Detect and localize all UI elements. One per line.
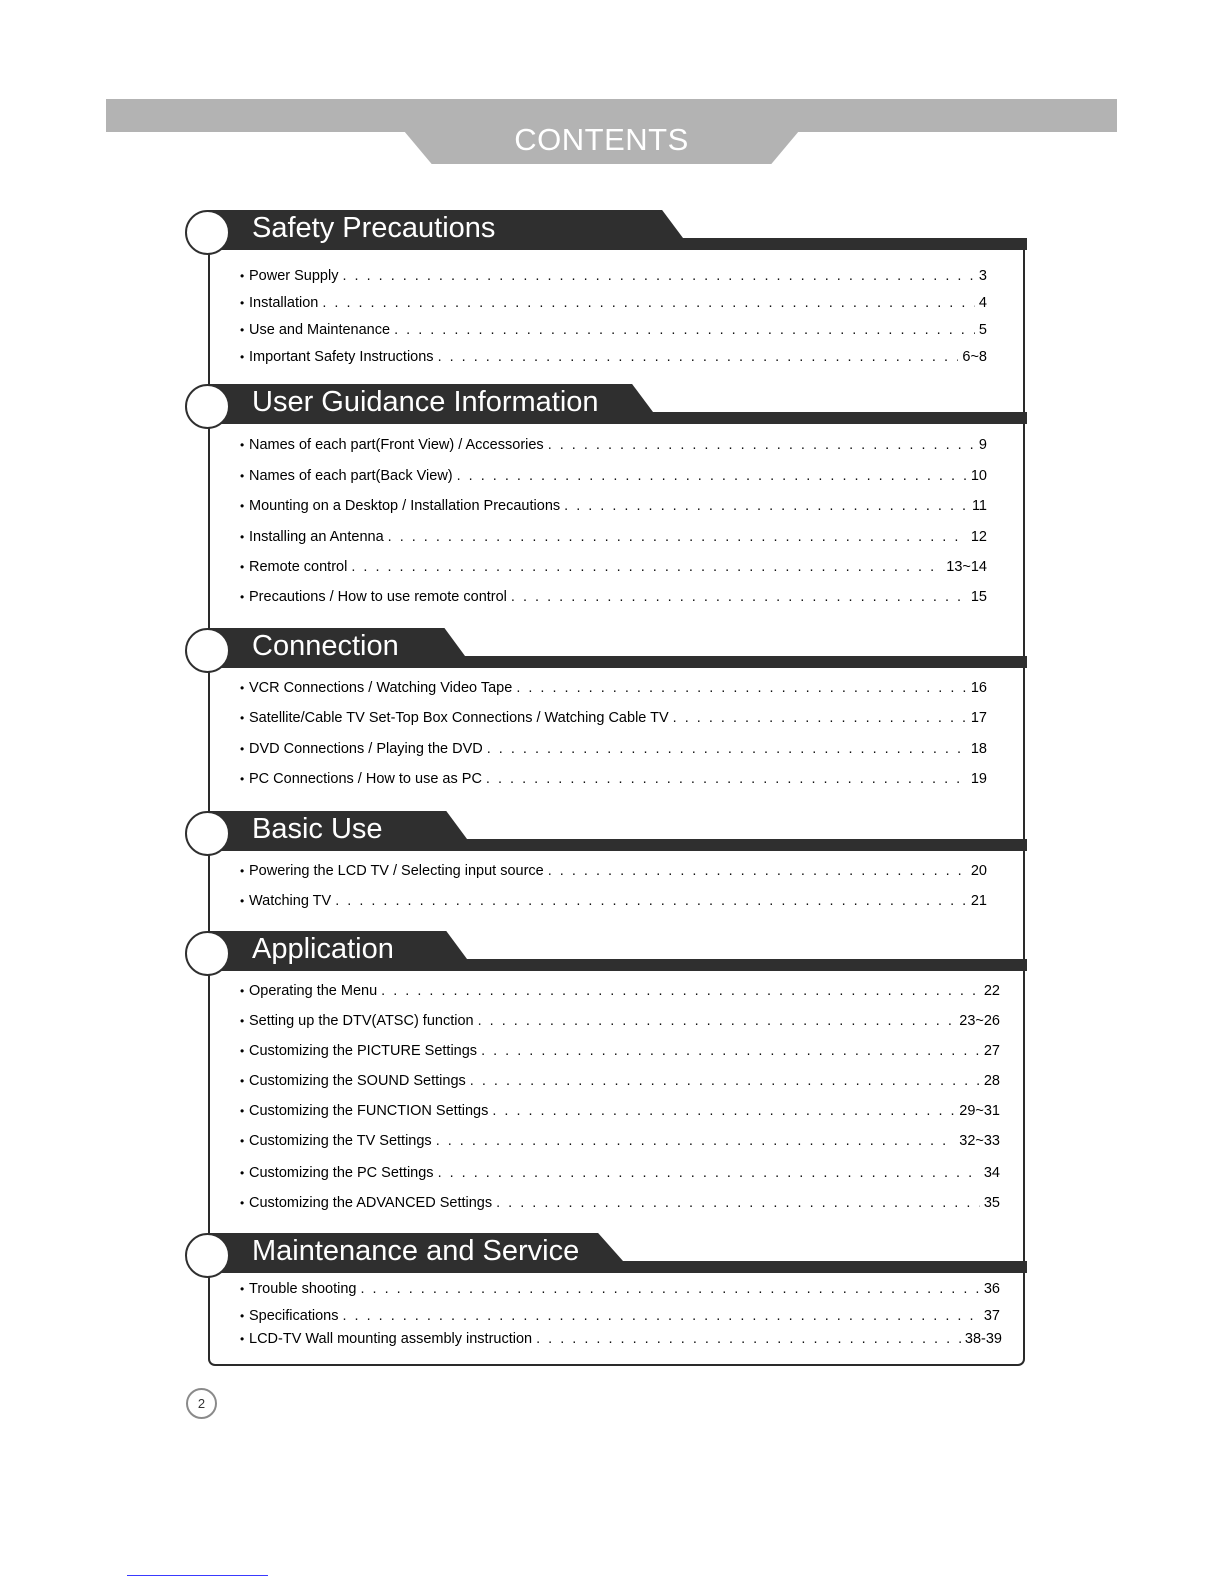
toc-entry[interactable] bbox=[240, 437, 987, 459]
toc-entry[interactable] bbox=[240, 468, 987, 490]
toc-entry-label: Setting up the DTV(ATSC) function bbox=[249, 1013, 474, 1029]
section-title: Safety Precautions bbox=[252, 212, 496, 244]
toc-entry[interactable] bbox=[240, 1308, 1000, 1330]
toc-entry[interactable] bbox=[240, 983, 1000, 1005]
toc-entry-page: 6~8 bbox=[962, 349, 987, 365]
dot-leader bbox=[486, 771, 967, 787]
toc-entry-page: 12 bbox=[970, 529, 987, 545]
toc-entry-label: Customizing the TV Settings bbox=[249, 1133, 432, 1149]
dot-leader bbox=[322, 295, 975, 311]
dot-leader bbox=[481, 1043, 980, 1059]
bullet-icon: • bbox=[240, 1044, 245, 1058]
dot-leader bbox=[487, 741, 967, 757]
toc-entry[interactable] bbox=[240, 1165, 1000, 1187]
dot-leader bbox=[496, 1195, 980, 1211]
toc-entry-label: Customizing the PC Settings bbox=[249, 1165, 434, 1181]
toc-entry[interactable] bbox=[240, 268, 987, 290]
dot-leader bbox=[492, 1103, 955, 1119]
toc-entry[interactable] bbox=[240, 1043, 1000, 1065]
toc-entry-page: 22 bbox=[983, 983, 1000, 999]
toc-entry[interactable] bbox=[240, 349, 987, 371]
toc-entry-page: 11 bbox=[971, 498, 987, 514]
bullet-icon: • bbox=[240, 1166, 245, 1180]
bullet-icon: • bbox=[240, 772, 245, 786]
toc-entry-page: 20 bbox=[970, 863, 987, 879]
section-title: Basic Use bbox=[252, 813, 383, 845]
section-header-connection bbox=[185, 628, 1027, 673]
dot-leader bbox=[351, 559, 942, 575]
dot-leader bbox=[360, 1281, 979, 1297]
toc-entry-label: Use and Maintenance bbox=[249, 322, 391, 338]
bullet-icon: • bbox=[240, 350, 245, 364]
bullet-icon: • bbox=[240, 864, 245, 878]
section-title: Application bbox=[252, 933, 394, 965]
bullet-icon: • bbox=[240, 1074, 245, 1088]
toc-entry[interactable] bbox=[240, 863, 987, 885]
section-circle-marker bbox=[185, 811, 230, 856]
dot-leader bbox=[342, 1308, 979, 1324]
toc-entry-label: Remote control bbox=[249, 559, 348, 575]
toc-entry-page: 15 bbox=[970, 589, 987, 605]
toc-entry-page: 28 bbox=[983, 1073, 1000, 1089]
section-circle-marker bbox=[185, 1233, 230, 1278]
toc-entry[interactable] bbox=[240, 710, 987, 732]
dot-leader bbox=[548, 863, 967, 879]
dot-leader bbox=[516, 680, 967, 696]
section-title: Connection bbox=[252, 630, 399, 662]
toc-entry[interactable] bbox=[240, 1133, 1000, 1155]
section-circle-marker bbox=[185, 931, 230, 976]
dot-leader bbox=[381, 983, 980, 999]
toc-entry-label: LCD-TV Wall mounting assembly instruction bbox=[249, 1331, 533, 1347]
toc-entry-label: Satellite/Cable TV Set-Top Box Connections / Watching Cable TV bbox=[249, 710, 669, 726]
dot-leader bbox=[511, 589, 967, 605]
toc-entry-label: Powering the LCD TV / Selecting input source bbox=[249, 863, 544, 879]
toc-entry-page: 16 bbox=[970, 680, 987, 696]
section-title: Maintenance and Service bbox=[252, 1235, 580, 1267]
dot-leader bbox=[335, 893, 967, 909]
toc-entry[interactable] bbox=[240, 1013, 1000, 1035]
toc-entry[interactable] bbox=[240, 680, 987, 702]
toc-entry[interactable] bbox=[240, 1073, 1000, 1095]
toc-entry[interactable] bbox=[240, 589, 987, 611]
dot-leader bbox=[438, 1165, 980, 1181]
dot-leader bbox=[388, 529, 967, 545]
bullet-icon: • bbox=[240, 323, 245, 337]
toc-entry[interactable] bbox=[240, 559, 987, 581]
toc-entry[interactable] bbox=[240, 1331, 1002, 1353]
toc-entry[interactable] bbox=[240, 322, 987, 344]
dot-leader bbox=[342, 268, 974, 284]
toc-entry-label: Precautions / How to use remote control bbox=[249, 589, 507, 605]
bullet-icon: • bbox=[240, 1309, 245, 1323]
bullet-icon: • bbox=[240, 269, 245, 283]
toc-entry[interactable] bbox=[240, 529, 987, 551]
bullet-icon: • bbox=[240, 560, 245, 574]
toc-entry-label: Power Supply bbox=[249, 268, 339, 284]
toc-entry[interactable] bbox=[240, 741, 987, 763]
toc-entry-page: 37 bbox=[983, 1308, 1000, 1324]
page-number: 2 bbox=[186, 1388, 217, 1419]
toc-entry-label: Customizing the ADVANCED Settings bbox=[249, 1195, 493, 1211]
dot-leader bbox=[548, 437, 975, 453]
bullet-icon: • bbox=[240, 1332, 245, 1346]
bullet-icon: • bbox=[240, 530, 245, 544]
toc-entry-label: Customizing the FUNCTION Settings bbox=[249, 1103, 489, 1119]
toc-entry-page: 23~26 bbox=[959, 1013, 1000, 1029]
toc-entry-label: Customizing the SOUND Settings bbox=[249, 1073, 466, 1089]
toc-entry-label: Trouble shooting bbox=[249, 1281, 357, 1297]
toc-entry-label: Names of each part(Front View) / Accessories bbox=[249, 437, 544, 453]
toc-entry[interactable] bbox=[240, 1103, 1000, 1125]
toc-entry-page: 38-39 bbox=[964, 1331, 1002, 1347]
bullet-icon: • bbox=[240, 894, 245, 908]
section-circle-marker bbox=[185, 210, 230, 255]
dot-leader bbox=[394, 322, 975, 338]
bullet-icon: • bbox=[240, 296, 245, 310]
section-header-application bbox=[185, 931, 1027, 976]
toc-entry[interactable] bbox=[240, 498, 987, 520]
toc-entry-page: 13~14 bbox=[946, 559, 987, 575]
dot-leader bbox=[438, 349, 959, 365]
dot-leader bbox=[436, 1133, 956, 1149]
bullet-icon: • bbox=[240, 469, 245, 483]
toc-entry-label: Installation bbox=[249, 295, 319, 311]
toc-entry-page: 27 bbox=[983, 1043, 1000, 1059]
bullet-icon: • bbox=[240, 711, 245, 725]
dot-leader bbox=[470, 1073, 980, 1089]
toc-entry-page: 35 bbox=[983, 1195, 1000, 1211]
dot-leader bbox=[673, 710, 967, 726]
toc-entry-page: 3 bbox=[978, 268, 987, 284]
toc-entry[interactable] bbox=[240, 1281, 1000, 1303]
section-header-user-guidance-information bbox=[185, 384, 1027, 429]
bullet-icon: • bbox=[240, 1196, 245, 1210]
toc-entry-page: 34 bbox=[983, 1165, 1000, 1181]
bullet-icon: • bbox=[240, 1134, 245, 1148]
bullet-icon: • bbox=[240, 984, 245, 998]
toc-entry-page: 19 bbox=[970, 771, 987, 787]
dot-leader bbox=[457, 468, 967, 484]
toc-entry[interactable] bbox=[240, 771, 987, 793]
toc-entry-page: 4 bbox=[978, 295, 987, 311]
toc-entry-label: Customizing the PICTURE Settings bbox=[249, 1043, 478, 1059]
toc-entry-label: DVD Connections / Playing the DVD bbox=[249, 741, 483, 757]
toc-entry-label: PC Connections / How to use as PC bbox=[249, 771, 482, 787]
toc-entry-label: Important Safety Instructions bbox=[249, 349, 434, 365]
section-header-safety-precautions bbox=[185, 210, 1027, 255]
toc-entry[interactable] bbox=[240, 893, 987, 915]
section-circle-marker bbox=[185, 628, 230, 673]
toc-entry-label: VCR Connections / Watching Video Tape bbox=[249, 680, 513, 696]
toc-entry-page: 5 bbox=[978, 322, 987, 338]
toc-entry-page: 9 bbox=[978, 437, 987, 453]
toc-entry[interactable] bbox=[240, 295, 987, 317]
bullet-icon: • bbox=[240, 590, 245, 604]
toc-entry-page: 18 bbox=[970, 741, 987, 757]
toc-entry-label: Operating the Menu bbox=[249, 983, 378, 999]
toc-entry-page: 17 bbox=[970, 710, 987, 726]
bullet-icon: • bbox=[240, 1014, 245, 1028]
bullet-icon: • bbox=[240, 742, 245, 756]
dot-leader bbox=[536, 1331, 961, 1347]
dot-leader bbox=[478, 1013, 956, 1029]
toc-entry-page: 10 bbox=[970, 468, 987, 484]
toc-entry[interactable] bbox=[240, 1195, 1000, 1217]
bullet-icon: • bbox=[240, 1104, 245, 1118]
page-title: CONTENTS bbox=[514, 122, 689, 157]
bullet-icon: • bbox=[240, 681, 245, 695]
toc-entry-label: Names of each part(Back View) bbox=[249, 468, 453, 484]
toc-entry-page: 32~33 bbox=[959, 1133, 1000, 1149]
section-header-basic-use bbox=[185, 811, 1027, 856]
toc-entry-label: Installing an Antenna bbox=[249, 529, 384, 545]
toc-entry-label: Watching TV bbox=[249, 893, 332, 909]
toc-entry-page: 29~31 bbox=[959, 1103, 1000, 1119]
bullet-icon: • bbox=[240, 438, 245, 452]
toc-entry-label: Mounting on a Desktop / Installation Precautions bbox=[249, 498, 561, 514]
section-title: User Guidance Information bbox=[252, 386, 599, 418]
dot-leader bbox=[564, 498, 968, 514]
toc-entry-page: 36 bbox=[983, 1281, 1000, 1297]
section-circle-marker bbox=[185, 384, 230, 429]
bottom-link-underline bbox=[127, 1575, 268, 1576]
toc-entry-page: 21 bbox=[970, 893, 987, 909]
bullet-icon: • bbox=[240, 1282, 245, 1296]
toc-entry-label: Specifications bbox=[249, 1308, 339, 1324]
bullet-icon: • bbox=[240, 499, 245, 513]
section-header-maintenance-and-service bbox=[185, 1233, 1027, 1278]
